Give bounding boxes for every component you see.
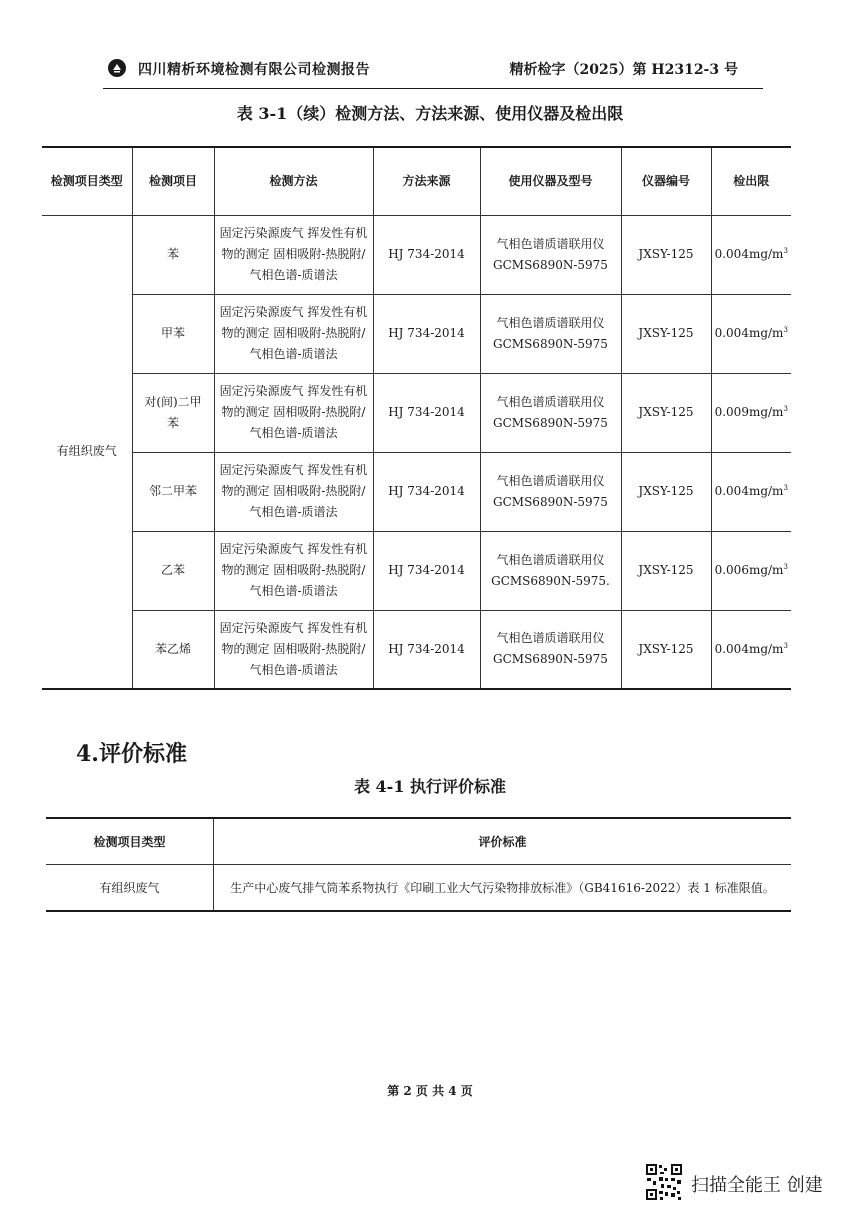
standard-cell: 生产中心废气排气筒苯系物执行《印刷工业大气污染物排放标准》（GB41616-2022）表 1 标准限值。 [214,864,792,911]
source-cell: HJ 734-2014 [373,294,480,373]
instrument-cell: 气相色谱质谱联用仪 GCMS6890N-5975 [480,215,621,294]
header-cell: 使用仪器及型号 [480,147,621,215]
header-cell: 方法来源 [373,147,480,215]
header-cell: 评价标准 [214,818,792,864]
section-4-title: 4.评价标准 [76,741,187,767]
table-4-1-title: 表 4-1 执行评价标准 [353,777,507,796]
method-cell: 固定污染源废气 挥发性有机物的测定 固相吸附-热脱附/气相色谱-质谱法 [214,294,373,373]
table-row [42,294,791,373]
company-seal-icon [108,59,126,77]
report-header [108,58,768,84]
instrument-id-cell: JXSY-125 [621,531,711,610]
header-cell: 检测项目 [132,147,214,215]
header-cell: 仪器编号 [621,147,711,215]
item-cell: 苯乙烯 [132,610,214,689]
header-cell: 检测项目类型 [42,147,132,215]
report-number: 精析检字（2025）第 H2312-3 号 [509,62,738,78]
instrument-id-cell: JXSY-125 [621,452,711,531]
table-4-1 [46,817,791,912]
instrument-cell: 气相色谱质谱联用仪 GCMS6890N-5975 [480,610,621,689]
page-number: 第 2 页 共 4 页 [387,1084,473,1098]
source-cell: HJ 734-2014 [373,373,480,452]
item-cell: 对(间)二甲苯 [132,373,214,452]
detection-limit-cell: $0.004mg/m^3$ [711,215,791,294]
table-row [42,531,791,610]
table-row [42,215,791,294]
detection-limit-cell: $0.004mg/m^3$ [711,294,791,373]
instrument-id-cell: JXSY-125 [621,373,711,452]
scanner-watermark-text: 扫描全能王 创建 [691,1175,823,1196]
instrument-cell: 气相色谱质谱联用仪 GCMS6890N-5975 [480,452,621,531]
source-cell: HJ 734-2014 [373,531,480,610]
item-cell: 邻二甲苯 [132,452,214,531]
header-divider [103,88,763,89]
instrument-cell: 气相色谱质谱联用仪 GCMS6890N-5975 [480,294,621,373]
item-cell: 乙苯 [132,531,214,610]
header-cell: 检测方法 [214,147,373,215]
instrument-id-cell: JXSY-125 [621,294,711,373]
table-row [42,373,791,452]
header-cell: 检出限 [711,147,791,215]
header-cell: 检测项目类型 [46,818,214,864]
table-header-row [42,147,791,215]
source-cell: HJ 734-2014 [373,610,480,689]
table-row [46,864,791,911]
instrument-cell: 气相色谱质谱联用仪 GCMS6890N-5975. [480,531,621,610]
source-cell: HJ 734-2014 [373,215,480,294]
table-3-1-title: 表 3-1（续）检测方法、方法来源、使用仪器及检出限 [236,104,624,123]
table-row [42,610,791,689]
detection-limit-cell: $0.004mg/m^3$ [711,610,791,689]
table-row [42,452,791,531]
instrument-cell: 气相色谱质谱联用仪 GCMS6890N-5975 [480,373,621,452]
company-name: 四川精析环境检测有限公司检测报告 [138,62,370,78]
method-cell: 固定污染源废气 挥发性有机物的测定 固相吸附-热脱附/气相色谱-质谱法 [214,531,373,610]
instrument-id-cell: JXSY-125 [621,215,711,294]
table-3-1 [42,146,791,690]
detection-limit-cell: $0.009mg/m^3$ [711,373,791,452]
method-cell: 固定污染源废气 挥发性有机物的测定 固相吸附-热脱附/气相色谱-质谱法 [214,452,373,531]
item-cell: 甲苯 [132,294,214,373]
table-header-row [46,818,791,864]
type-cell: 有组织废气 [46,864,214,911]
method-cell: 固定污染源废气 挥发性有机物的测定 固相吸附-热脱附/气相色谱-质谱法 [214,215,373,294]
instrument-id-cell: JXSY-125 [621,610,711,689]
detection-limit-cell: $0.006mg/m^3$ [711,531,791,610]
method-cell: 固定污染源废气 挥发性有机物的测定 固相吸附-热脱附/气相色谱-质谱法 [214,373,373,452]
source-cell: HJ 734-2014 [373,452,480,531]
item-cell: 苯 [132,215,214,294]
category-cell: 有组织废气 [42,215,132,689]
detection-limit-cell: $0.004mg/m^3$ [711,452,791,531]
method-cell: 固定污染源废气 挥发性有机物的测定 固相吸附-热脱附/气相色谱-质谱法 [214,610,373,689]
qr-code-icon [645,1163,683,1201]
